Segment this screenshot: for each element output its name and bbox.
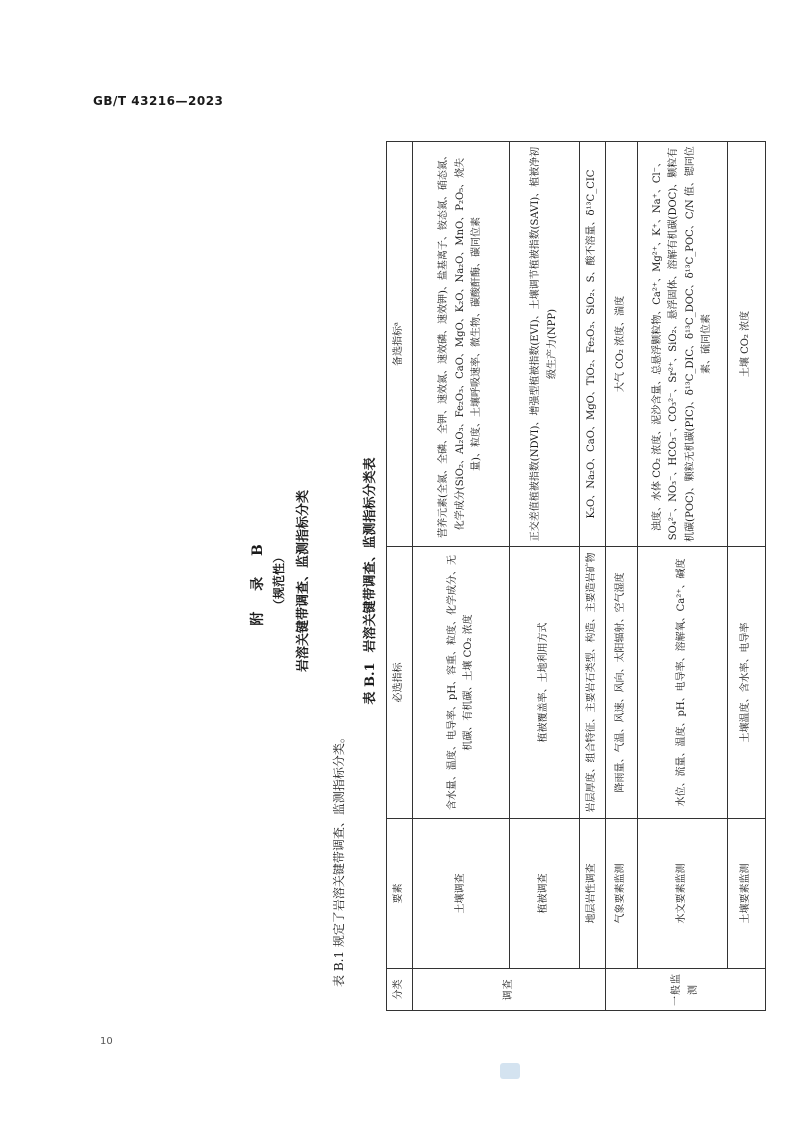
table-row [606,142,638,1011]
required-cell: 水位、流量、温度、pH、电导率、溶解氧、Ca²⁺、碱度 [638,547,728,819]
element-cell: 水文要素监测 [638,819,728,969]
header-category: 分类 [387,969,413,1011]
optional-cell: 正交差值植被指数(NDVI)、增强型植被指数(EVI)、土壤调节植被指数(SAVI)、植被净初级生产力(NPP) [510,142,580,547]
table-row [413,142,510,1011]
category-cell: 调查 [413,969,606,1011]
optional-cell: 营养元素(全氮、全磷、全钾、速效氮、速效磷、速效钾)、盐基离子、铵态氮、硝态氮、化学成分(SiO₂、Al₂O₃、Fe₂O₃、CaO、MgO、K₂O、Na₂O、MnO、P₂O₅、烧失量)、粒度、土壤呼吸速率、微生物、碳酸酐酶、碳同位素 [413,142,510,547]
element-cell: 植被调查 [510,819,580,969]
annex-landscape-page [217,141,752,1021]
element-cell: 气象要素监测 [606,819,638,969]
optional-cell: 土壤 CO₂ 浓度 [728,142,766,547]
table-row [638,142,728,1011]
element-cell: 土壤要素监测 [728,819,766,969]
header-optional: 备选指标ᵃ [387,142,413,547]
element-cell: 地层岩性调查 [580,819,606,969]
table-header-row [387,142,413,1011]
watermark-logo-icon [500,1063,520,1079]
intro-paragraph: 表 B.1 规定了岩溶关键带调查、监测指标分类。 [332,731,346,987]
required-cell: 土壤温度、含水率、电导率 [728,547,766,819]
required-cell: 降雨量、气温、风速、风向、太阳辐射、空气湿度 [606,547,638,819]
optional-cell: 大气 CO₂ 浓度、湍度 [606,142,638,547]
table-row [580,142,606,1011]
table-title: 岩溶关键带调查、监测指标分类表 [363,457,378,653]
table-row [728,142,766,1011]
required-cell: 植被覆盖率、土地利用方式 [510,547,580,819]
table-caption [359,141,378,1021]
page-number: 10 [100,1036,113,1047]
header-element: 要素 [387,819,413,969]
annex-type: （规范性） [272,551,286,612]
required-cell: 含水量、温度、电导率、pH、容重、粒度、化学成分、无机碳、有机碳、土壤 CO₂ 浓度 [413,547,510,819]
table-number: 表 B.1 [363,662,378,705]
element-cell: 土壤调查 [413,819,510,969]
standard-code: GB/T 43216—2023 [93,94,224,108]
optional-cell: K₂O、Na₂O、CaO、MgO、TiO₂、Fe₂O₃、SiO₂、S、酸不溶量、δ¹³C_CIC [580,142,606,547]
table-row [510,142,580,1011]
category-cell: 一般监测 [606,969,766,1011]
header-required: 必选指标 [387,547,413,819]
annex-label: 附 录 B [250,536,266,626]
optional-cell: 浊度、水体 CO₂ 浓度、泥沙含量、总悬浮颗粒物、Ca²⁺、Mg²⁺、K⁺、Na⁺、Cl⁻、SO₄²⁻、NO₃⁻、HCO₃⁻、CO₃²⁻、Sr²⁺、SiO₂、悬浮固体、溶解有机碳(DOC)、颗粒有机碳(POC)、颗粒无机碳(PIC)、δ¹³C_DIC、δ¹³C_DOC、δ¹³C_POC、C/N 值、锶同位素、硫同位素 [638,142,728,547]
annex-title: 岩溶关键带调查、监测指标分类 [296,490,311,673]
required-cell: 岩层厚度、组合特征、主要岩石类型、构造、主要造岩矿物 [580,547,606,819]
indicator-table [386,141,766,1011]
